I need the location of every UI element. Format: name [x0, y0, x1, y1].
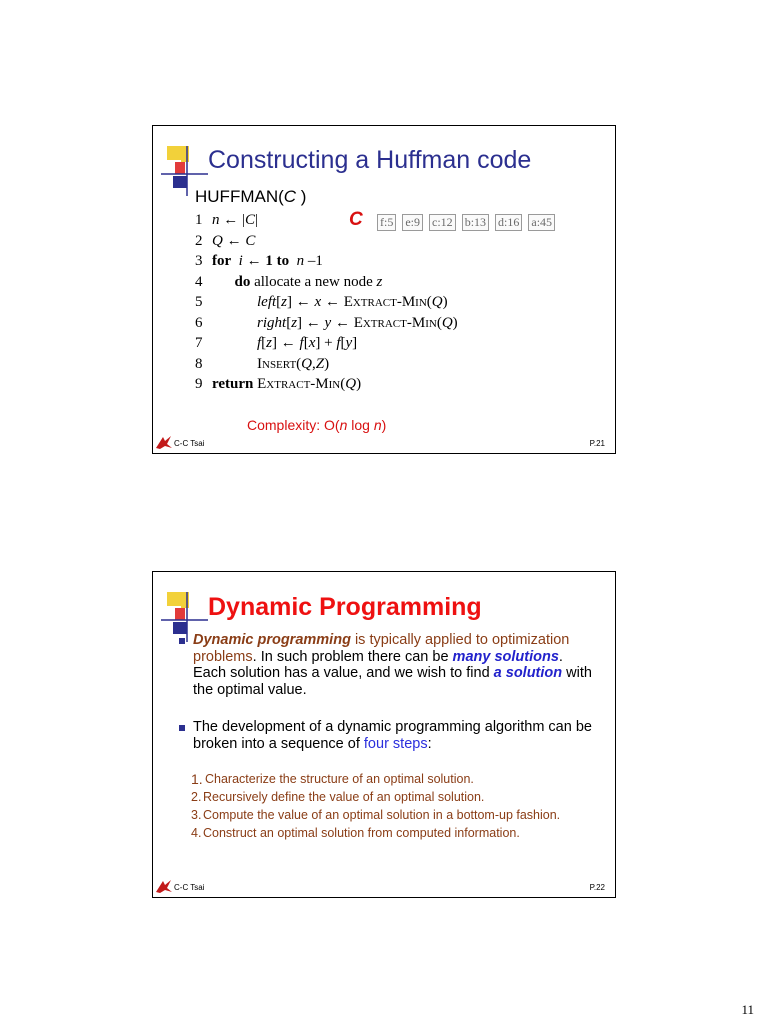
slide-title: Dynamic Programming: [208, 593, 482, 621]
code-line: 7 f[z] ← f[x] + f[y]: [195, 335, 358, 351]
char-key: d:16: [495, 214, 522, 231]
slide-corner-decoration-icon: [153, 126, 213, 196]
footer-author: C-C Tsai: [174, 439, 205, 448]
char-key: c:12: [429, 214, 456, 231]
slide-dynamic-programming: [152, 571, 616, 898]
code-line: 8 Insert(Q,Z): [195, 355, 330, 372]
bullet-square-icon: [179, 638, 185, 644]
char-key: b:13: [462, 214, 489, 231]
document-page-number: 11: [741, 1002, 754, 1017]
code-line: 2 Q ← C: [195, 232, 256, 249]
steps-list: [191, 772, 611, 844]
list-item: 1. Characterize the structure of an optimal solution.: [191, 771, 474, 787]
char-set-label: C: [349, 209, 363, 230]
code-line: 6 right[z] ← y ← Extract-Min(Q): [195, 314, 458, 331]
slide-huffman: [152, 125, 616, 454]
footer-page-number: P.21: [589, 439, 605, 448]
code-line: 9 return Extract-Min(Q): [195, 376, 362, 392]
list-item: 3. Compute the value of an optimal solution in a bottom-up fashion.: [191, 808, 561, 822]
list-item: 2. Recursively define the value of an optimal solution.: [191, 790, 485, 804]
code-line: 1 n ← |C|: [195, 212, 259, 228]
complexity-note: Complexity: O(n log n): [247, 417, 387, 433]
author-logo-icon: [155, 434, 173, 450]
char-key: f:5: [377, 214, 396, 231]
code-line: 5 left[z] ← x ← Extract-Min(Q): [195, 294, 448, 310]
bullet-definition: Dynamic programming is typically applied to optimization problems. In such problem there can be many solutions. Each solution has a value, and we wish to find a solution with the optimal value.: [193, 632, 593, 698]
char-key: a:45: [528, 214, 555, 231]
bullet-square-icon: [179, 725, 185, 731]
pseudocode: [195, 210, 458, 395]
code-line: 4 do allocate a new node z: [195, 273, 383, 290]
author-logo-icon: [155, 878, 173, 894]
bullet-steps-intro: The development of a dynamic programming algorithm can be broken into a sequence of four steps:: [193, 719, 598, 752]
procedure-header: HUFFMAN(C ): [195, 187, 307, 206]
char-key: e:9: [402, 214, 423, 231]
footer-author: C-C Tsai: [174, 883, 205, 892]
slide-title: Constructing a Huffman code: [208, 146, 532, 174]
list-item: 4. Construct an optimal solution from computed information.: [191, 826, 520, 840]
code-line: 3 for i ← 1 to n –1: [195, 253, 323, 269]
footer-page-number: P.22: [589, 883, 605, 892]
